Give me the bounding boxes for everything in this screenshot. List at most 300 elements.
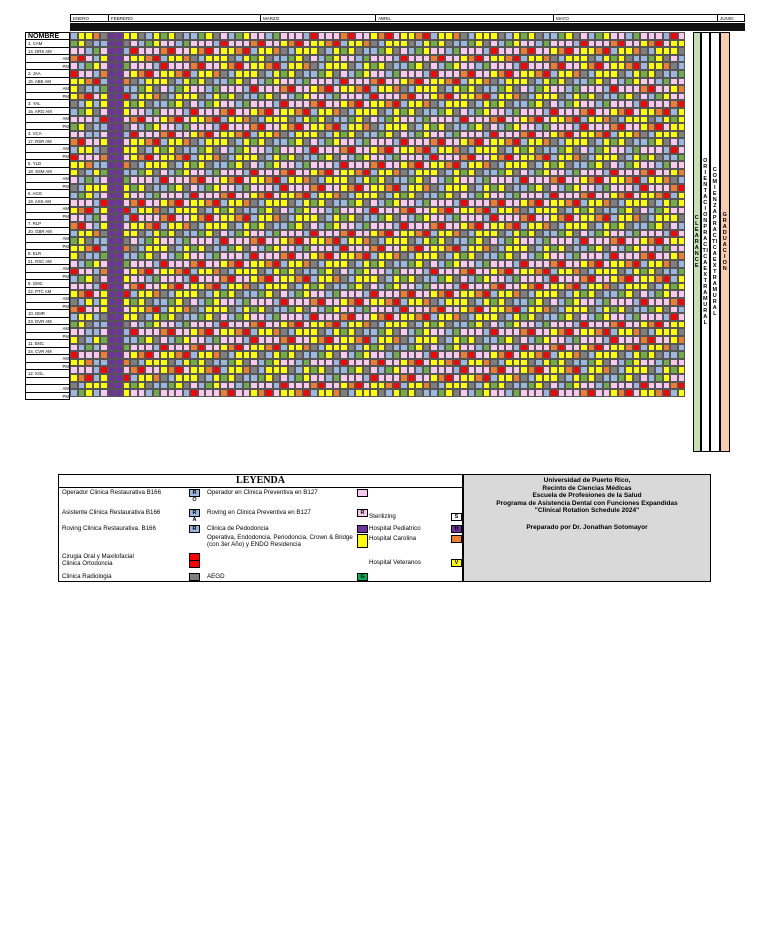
schedule-cell <box>235 70 243 78</box>
schedule-cell <box>348 192 356 200</box>
schedule-cell <box>378 230 386 238</box>
schedule-cell <box>625 100 633 108</box>
schedule-cell <box>513 313 521 321</box>
schedule-cell <box>565 93 573 101</box>
schedule-cell <box>78 40 86 48</box>
schedule-cell <box>378 116 386 124</box>
schedule-cell <box>160 268 168 276</box>
schedule-cell <box>160 359 168 367</box>
schedule-cell <box>408 62 416 70</box>
schedule-cell <box>648 298 656 306</box>
schedule-cell <box>670 138 678 146</box>
schedule-cell <box>445 268 453 276</box>
schedule-cell <box>205 268 213 276</box>
schedule-cell <box>70 336 78 344</box>
schedule-cell <box>153 275 161 283</box>
schedule-cell <box>115 374 123 382</box>
schedule-cell <box>78 298 86 306</box>
schedule-cell <box>640 283 648 291</box>
schedule-cell <box>235 359 243 367</box>
group-11-row-3-label: AM <box>25 355 70 363</box>
schedule-cell <box>138 169 146 177</box>
schedule-cell <box>220 306 228 314</box>
schedule-cell <box>513 192 521 200</box>
schedule-cell <box>490 131 498 139</box>
schedule-cell <box>280 184 288 192</box>
schedule-cell <box>535 161 543 169</box>
schedule-cell <box>198 146 206 154</box>
schedule-cell <box>220 154 228 162</box>
schedule-cell <box>340 382 348 390</box>
schedule-cell <box>460 222 468 230</box>
schedule-cell <box>78 138 86 146</box>
schedule-cell <box>138 237 146 245</box>
schedule-cell <box>153 199 161 207</box>
schedule-cell <box>543 161 551 169</box>
schedule-cell <box>423 123 431 131</box>
schedule-cell <box>295 222 303 230</box>
schedule-cell <box>130 161 138 169</box>
schedule-cell <box>228 146 236 154</box>
schedule-cell <box>588 382 596 390</box>
schedule-cell <box>93 237 101 245</box>
schedule-cell <box>655 245 663 253</box>
schedule-cell <box>430 62 438 70</box>
schedule-cell <box>528 32 536 40</box>
schedule-cell <box>625 230 633 238</box>
schedule-cell <box>273 85 281 93</box>
schedule-cell <box>483 222 491 230</box>
schedule-cell <box>93 328 101 336</box>
schedule-cell <box>610 351 618 359</box>
schedule-cell <box>453 245 461 253</box>
schedule-cell <box>235 108 243 116</box>
schedule-cell <box>423 328 431 336</box>
schedule-cell <box>220 298 228 306</box>
schedule-cell <box>138 336 146 344</box>
schedule-cell <box>190 237 198 245</box>
schedule-cell <box>318 116 326 124</box>
schedule-cell <box>355 169 363 177</box>
schedule-cell <box>633 290 641 298</box>
schedule-cell <box>175 154 183 162</box>
schedule-cell <box>558 85 566 93</box>
schedule-cell <box>303 100 311 108</box>
schedule-cell <box>603 192 611 200</box>
schedule-cell <box>610 283 618 291</box>
schedule-cell <box>400 85 408 93</box>
schedule-cell <box>235 207 243 215</box>
schedule-cell <box>85 237 93 245</box>
schedule-cell <box>288 374 296 382</box>
schedule-cell <box>325 290 333 298</box>
schedule-cell <box>490 70 498 78</box>
schedule-cell <box>295 40 303 48</box>
schedule-cell <box>175 344 183 352</box>
schedule-cell <box>190 252 198 260</box>
schedule-cell <box>670 214 678 222</box>
schedule-cell <box>370 313 378 321</box>
schedule-cell <box>588 214 596 222</box>
schedule-cell <box>363 108 371 116</box>
schedule-cell <box>235 321 243 329</box>
schedule-cell <box>265 290 273 298</box>
schedule-cell <box>430 336 438 344</box>
schedule-cell <box>325 237 333 245</box>
schedule-cell <box>595 184 603 192</box>
schedule-cell <box>130 176 138 184</box>
schedule-cell <box>183 70 191 78</box>
schedule-cell <box>483 192 491 200</box>
schedule-cell <box>250 275 258 283</box>
schedule-cell <box>655 47 663 55</box>
schedule-cell <box>520 100 528 108</box>
schedule-cell <box>355 108 363 116</box>
schedule-cell <box>318 245 326 253</box>
schedule-cell <box>153 245 161 253</box>
schedule-cell <box>640 199 648 207</box>
schedule-cell <box>393 336 401 344</box>
schedule-cell <box>250 268 258 276</box>
schedule-cell <box>108 214 116 222</box>
schedule-cell <box>190 161 198 169</box>
schedule-cell <box>565 336 573 344</box>
schedule-cell <box>183 344 191 352</box>
schedule-cell <box>348 313 356 321</box>
group-5-row-4-label: PM <box>25 183 70 191</box>
schedule-cell <box>108 336 116 344</box>
schedule-cell <box>663 344 671 352</box>
schedule-cell <box>595 245 603 253</box>
schedule-cell <box>678 108 686 116</box>
schedule-cell <box>655 70 663 78</box>
schedule-cell <box>648 306 656 314</box>
schedule-cell <box>595 62 603 70</box>
schedule-cell <box>618 389 626 397</box>
schedule-cell <box>258 298 266 306</box>
schedule-cell <box>333 359 341 367</box>
schedule-cell <box>640 245 648 253</box>
schedule-cell <box>100 344 108 352</box>
schedule-cell <box>228 336 236 344</box>
schedule-cell <box>288 116 296 124</box>
schedule-cell <box>483 351 491 359</box>
schedule-cell <box>648 108 656 116</box>
schedule-cell <box>138 100 146 108</box>
schedule-cell <box>460 252 468 260</box>
schedule-cell <box>310 245 318 253</box>
schedule-cell <box>475 389 483 397</box>
schedule-cell <box>273 207 281 215</box>
schedule-cell <box>408 245 416 253</box>
schedule-cell <box>445 138 453 146</box>
schedule-cell <box>520 222 528 230</box>
schedule-cell <box>265 275 273 283</box>
schedule-cell <box>175 85 183 93</box>
schedule-cell <box>235 306 243 314</box>
schedule-cell <box>85 62 93 70</box>
schedule-cell <box>655 268 663 276</box>
group-2-row-1-label: 2. JAA <box>25 70 70 78</box>
schedule-cell <box>108 131 116 139</box>
schedule-cell <box>663 237 671 245</box>
schedule-cell <box>603 328 611 336</box>
schedule-cell <box>400 47 408 55</box>
schedule-cell <box>490 199 498 207</box>
schedule-cell <box>603 78 611 86</box>
schedule-cell <box>513 154 521 162</box>
schedule-cell <box>183 374 191 382</box>
schedule-cell <box>355 192 363 200</box>
schedule-cell <box>573 192 581 200</box>
schedule-cell <box>108 283 116 291</box>
schedule-cell <box>325 131 333 139</box>
schedule-cell <box>648 199 656 207</box>
schedule-cell <box>198 374 206 382</box>
schedule-cell <box>678 245 686 253</box>
schedule-cell <box>558 207 566 215</box>
schedule-cell <box>100 275 108 283</box>
schedule-cell <box>483 230 491 238</box>
group-2-row-4-label: PM <box>25 93 70 101</box>
schedule-cell <box>558 199 566 207</box>
schedule-cell <box>220 138 228 146</box>
schedule-cell <box>475 93 483 101</box>
schedule-cell <box>625 40 633 48</box>
schedule-cell <box>663 351 671 359</box>
schedule-cell <box>498 70 506 78</box>
schedule-cell <box>190 47 198 55</box>
schedule-cell <box>258 328 266 336</box>
schedule-cell <box>618 176 626 184</box>
schedule-cell <box>175 374 183 382</box>
schedule-cell <box>85 85 93 93</box>
schedule-cell <box>258 283 266 291</box>
schedule-cell <box>303 184 311 192</box>
schedule-cell <box>445 290 453 298</box>
schedule-cell <box>228 237 236 245</box>
schedule-cell <box>265 70 273 78</box>
schedule-cell <box>438 85 446 93</box>
schedule-cell <box>543 359 551 367</box>
schedule-cell <box>70 374 78 382</box>
schedule-cell <box>85 138 93 146</box>
schedule-cell <box>220 70 228 78</box>
schedule-cell <box>310 382 318 390</box>
schedule-cell <box>558 138 566 146</box>
schedule-cell <box>588 40 596 48</box>
schedule-cell <box>408 351 416 359</box>
schedule-cell <box>468 78 476 86</box>
schedule-cell <box>490 154 498 162</box>
schedule-cell <box>333 237 341 245</box>
schedule-cell <box>438 108 446 116</box>
schedule-cell <box>333 78 341 86</box>
schedule-cell <box>175 382 183 390</box>
schedule-cell <box>648 32 656 40</box>
schedule-cell <box>100 93 108 101</box>
schedule-cell <box>520 93 528 101</box>
schedule-cell <box>153 116 161 124</box>
schedule-cell <box>108 138 116 146</box>
schedule-cell <box>393 108 401 116</box>
schedule-cell <box>460 93 468 101</box>
schedule-cell <box>145 321 153 329</box>
schedule-cell <box>78 336 86 344</box>
schedule-cell <box>100 306 108 314</box>
schedule-cell <box>310 328 318 336</box>
schedule-cell <box>378 62 386 70</box>
schedule-cell <box>528 138 536 146</box>
schedule-cell <box>100 207 108 215</box>
schedule-cell <box>228 222 236 230</box>
schedule-cell <box>175 321 183 329</box>
schedule-cell <box>340 328 348 336</box>
schedule-cell <box>355 344 363 352</box>
schedule-cell <box>408 184 416 192</box>
schedule-cell <box>115 214 123 222</box>
schedule-cell <box>558 351 566 359</box>
schedule-cell <box>273 222 281 230</box>
schedule-cell <box>558 298 566 306</box>
schedule-cell <box>280 283 288 291</box>
schedule-cell <box>318 93 326 101</box>
schedule-cell <box>393 85 401 93</box>
schedule-cell <box>535 116 543 124</box>
schedule-cell <box>610 138 618 146</box>
schedule-cell <box>258 123 266 131</box>
schedule-cell <box>213 237 221 245</box>
schedule-cell <box>145 116 153 124</box>
schedule-cell <box>655 176 663 184</box>
schedule-cell <box>678 351 686 359</box>
schedule-cell <box>633 389 641 397</box>
schedule-cell <box>520 298 528 306</box>
schedule-cell <box>235 328 243 336</box>
schedule-cell <box>160 328 168 336</box>
schedule-cell <box>303 222 311 230</box>
schedule-cell <box>490 85 498 93</box>
schedule-cell <box>430 245 438 253</box>
schedule-cell <box>430 207 438 215</box>
schedule-cell <box>220 176 228 184</box>
schedule-cell <box>243 237 251 245</box>
schedule-cell <box>558 93 566 101</box>
schedule-cell <box>160 78 168 86</box>
schedule-cell <box>130 344 138 352</box>
schedule-cell <box>498 184 506 192</box>
schedule-cell <box>160 138 168 146</box>
schedule-cell <box>220 283 228 291</box>
schedule-cell <box>175 306 183 314</box>
schedule-cell <box>228 116 236 124</box>
schedule-cell <box>610 336 618 344</box>
schedule-cell <box>70 154 78 162</box>
schedule-cell <box>175 70 183 78</box>
schedule-cell <box>513 161 521 169</box>
schedule-cell <box>235 85 243 93</box>
schedule-cell <box>625 298 633 306</box>
schedule-cell <box>483 306 491 314</box>
schedule-cell <box>588 344 596 352</box>
schedule-cell <box>535 93 543 101</box>
schedule-cell <box>460 161 468 169</box>
schedule-cell <box>228 366 236 374</box>
schedule-cell <box>78 359 86 367</box>
schedule-cell <box>235 237 243 245</box>
schedule-cell <box>370 382 378 390</box>
schedule-cell <box>385 389 393 397</box>
schedule-cell <box>498 344 506 352</box>
schedule-cell <box>213 290 221 298</box>
schedule-cell <box>573 328 581 336</box>
schedule-cell <box>618 47 626 55</box>
schedule-cell <box>633 169 641 177</box>
schedule-cell <box>573 336 581 344</box>
schedule-cell <box>633 245 641 253</box>
schedule-cell <box>198 321 206 329</box>
schedule-cell <box>325 62 333 70</box>
schedule-cell <box>295 100 303 108</box>
schedule-cell <box>183 336 191 344</box>
schedule-cell <box>213 78 221 86</box>
schedule-cell <box>393 366 401 374</box>
schedule-cell <box>108 344 116 352</box>
schedule-cell <box>175 351 183 359</box>
schedule-cell <box>93 40 101 48</box>
schedule-cell <box>468 123 476 131</box>
schedule-cell <box>243 230 251 238</box>
schedule-cell <box>408 47 416 55</box>
schedule-cell <box>460 70 468 78</box>
schedule-cell <box>475 154 483 162</box>
schedule-cell <box>595 328 603 336</box>
schedule-cell <box>483 283 491 291</box>
schedule-cell <box>408 176 416 184</box>
schedule-cell <box>438 230 446 238</box>
schedule-cell <box>400 344 408 352</box>
schedule-cell <box>460 290 468 298</box>
schedule-cell <box>423 116 431 124</box>
schedule-cell <box>310 100 318 108</box>
schedule-cell <box>70 298 78 306</box>
schedule-cell <box>265 108 273 116</box>
schedule-cell <box>400 116 408 124</box>
schedule-cell <box>550 154 558 162</box>
schedule-cell <box>70 78 78 86</box>
schedule-cell <box>303 47 311 55</box>
schedule-cell <box>408 100 416 108</box>
schedule-cell <box>153 313 161 321</box>
schedule-cell <box>573 252 581 260</box>
schedule-cell <box>618 123 626 131</box>
graduation-label: GRADUACION <box>722 212 728 272</box>
schedule-cell <box>460 85 468 93</box>
schedule-cell <box>280 230 288 238</box>
schedule-cell <box>663 222 671 230</box>
schedule-cell <box>490 321 498 329</box>
schedule-cell <box>190 328 198 336</box>
schedule-cell <box>423 146 431 154</box>
schedule-cell <box>205 131 213 139</box>
schedule-cell <box>108 123 116 131</box>
schedule-cell <box>483 359 491 367</box>
schedule-cell <box>168 32 176 40</box>
schedule-cell <box>370 199 378 207</box>
schedule-cell <box>415 252 423 260</box>
schedule-cell <box>498 268 506 276</box>
schedule-cell <box>190 146 198 154</box>
